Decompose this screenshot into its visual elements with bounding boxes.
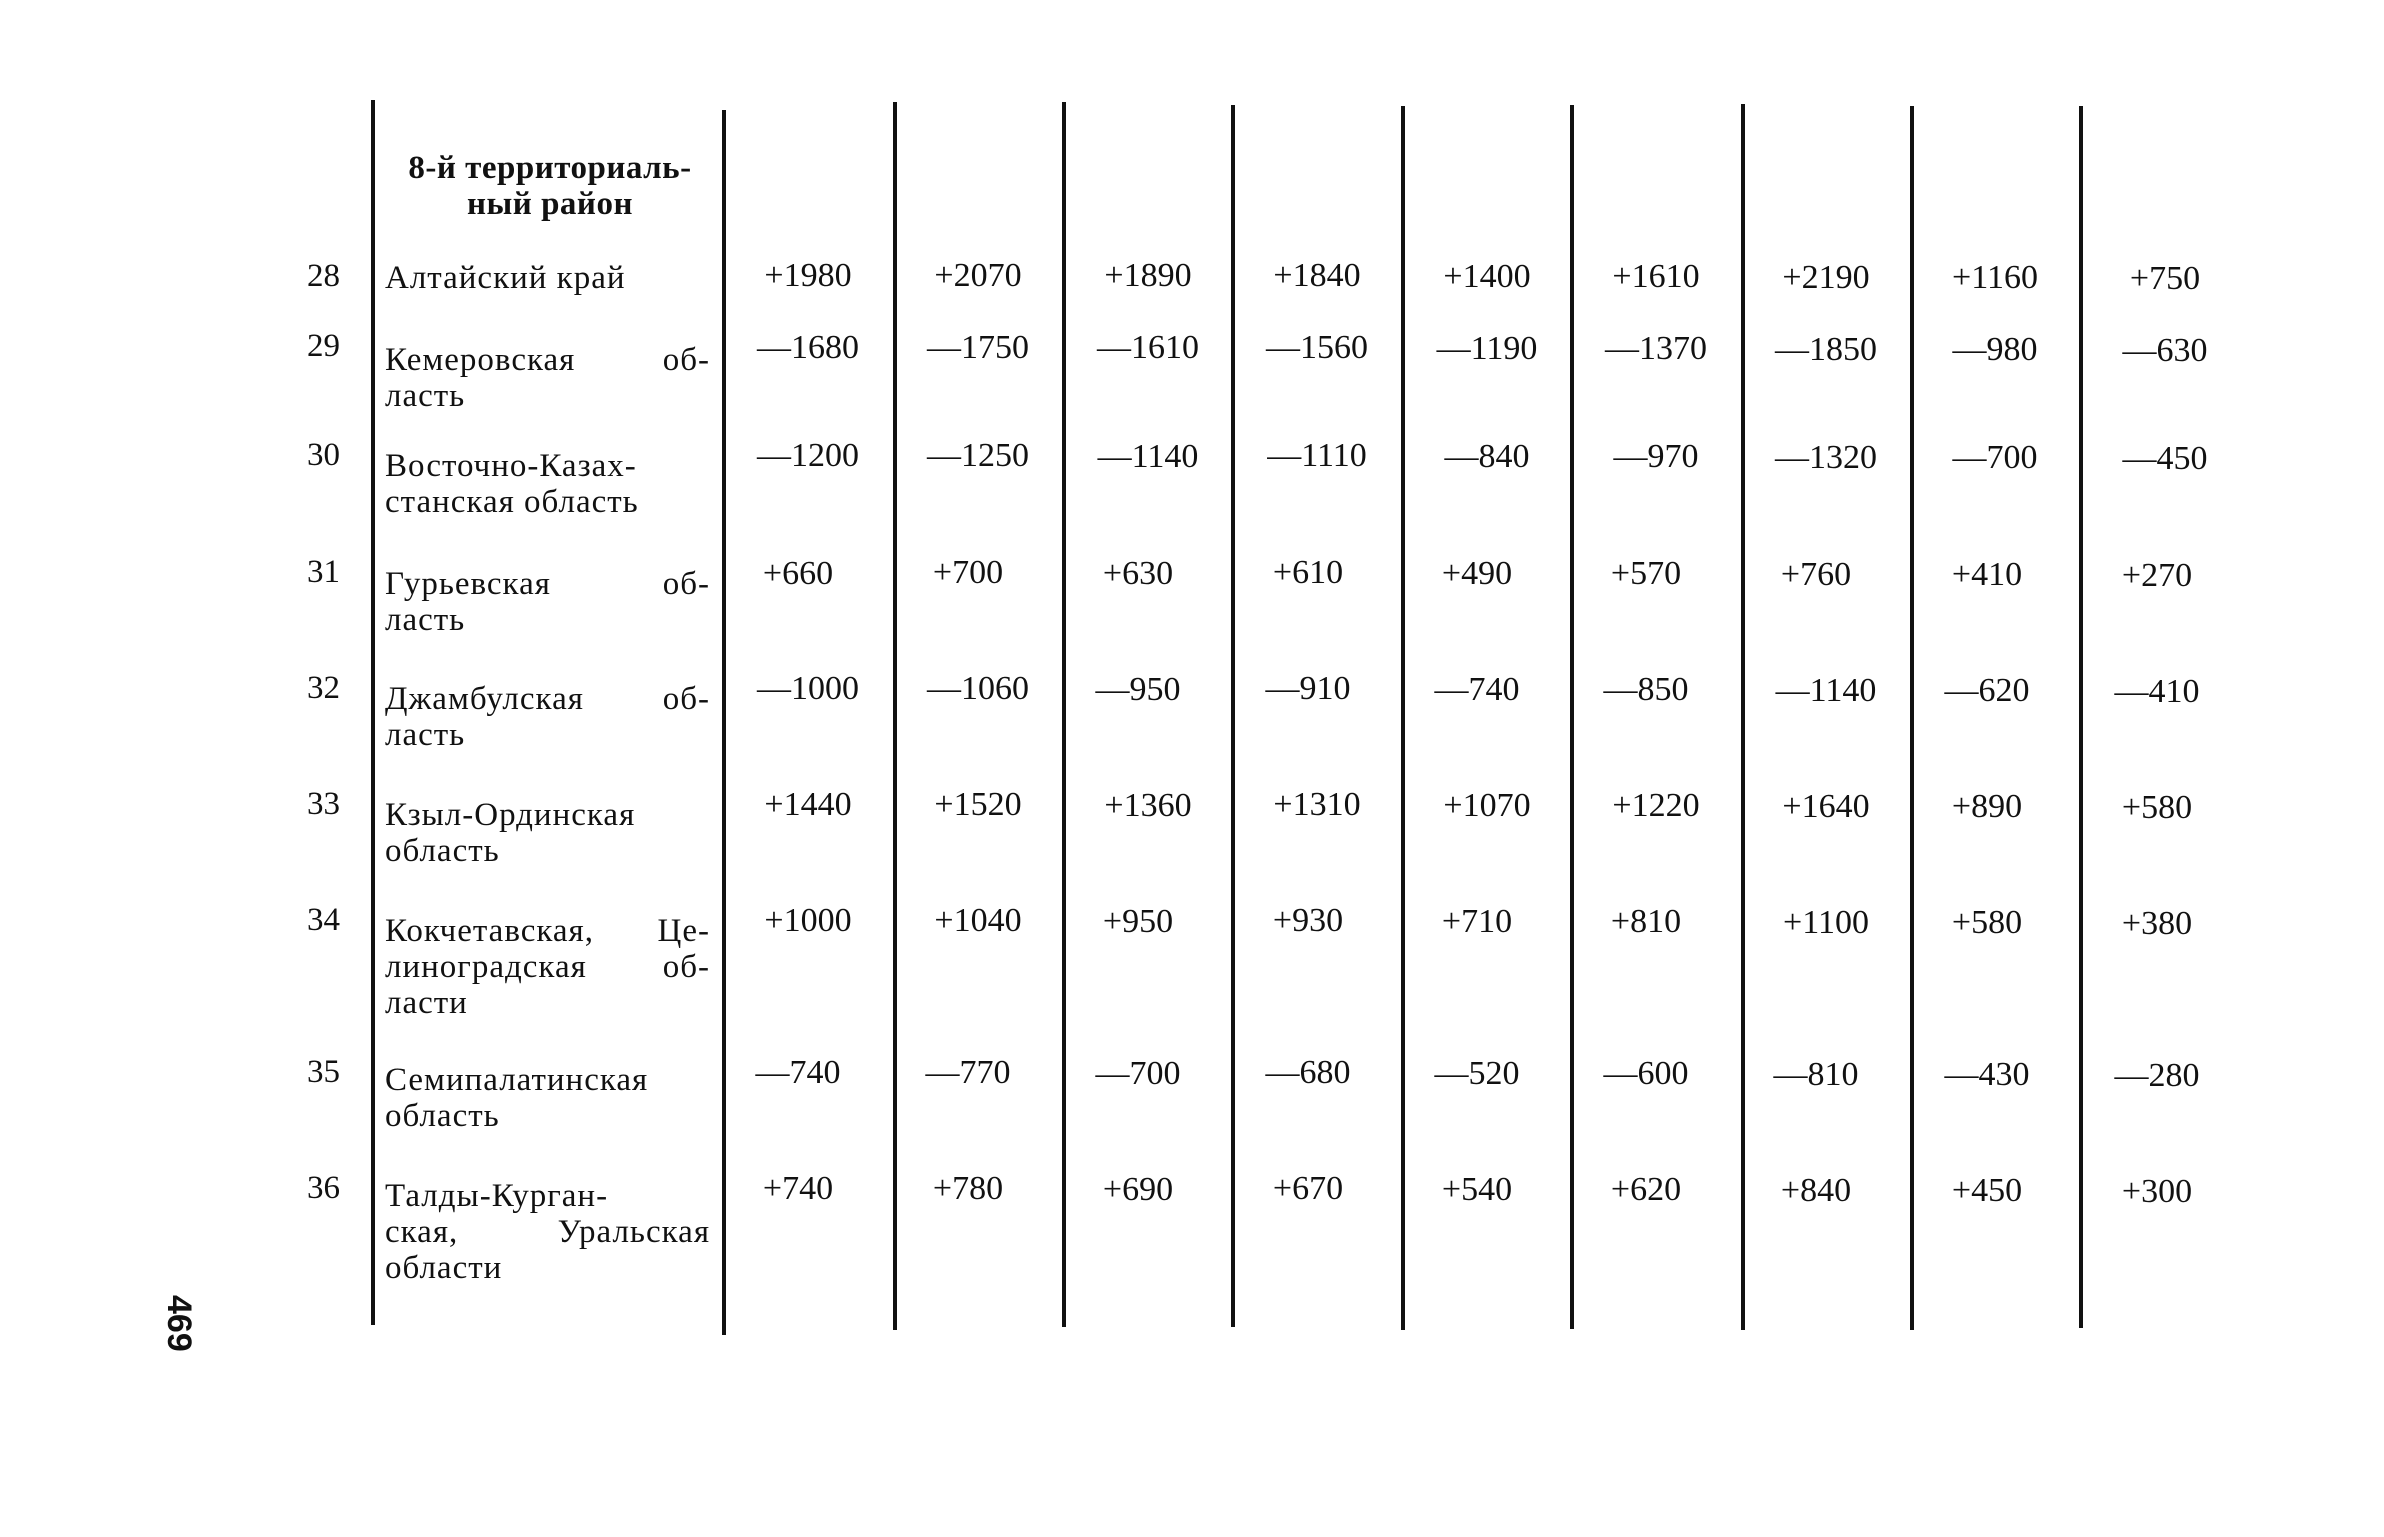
region-label-line: ласть (385, 717, 466, 753)
value-cell: —280 (2114, 1057, 2200, 1094)
column-rule (1231, 105, 1235, 1327)
value-cell: +690 (1102, 1171, 1174, 1208)
value-cell: —1140 (1097, 438, 1199, 475)
region-label-line: область (385, 1098, 500, 1134)
region-label-line: ласти (385, 985, 468, 1021)
value-cell: —520 (1434, 1055, 1520, 1092)
value-cell: —980 (1952, 331, 2038, 368)
value-cell: +710 (1441, 903, 1513, 940)
value-cell: —1140 (1775, 672, 1877, 709)
region-label-line: ласть (385, 602, 466, 638)
value-cell: +740 (762, 1170, 834, 1207)
value-cell: +750 (2129, 260, 2201, 297)
value-cell: +890 (1951, 788, 2023, 825)
region-label (385, 448, 710, 520)
value-cell: —700 (1952, 439, 2038, 476)
value-cell: +1440 (764, 786, 852, 823)
region-label (385, 342, 710, 414)
region-label-line: станская область (385, 484, 639, 520)
region-label (385, 797, 710, 869)
value-cell: —1850 (1775, 331, 1877, 368)
value-cell: +450 (1951, 1172, 2023, 1209)
value-cell: +660 (762, 555, 834, 592)
value-cell: +620 (1610, 1171, 1682, 1208)
region-label-line: ласть (385, 378, 466, 414)
value-cell: —1370 (1605, 330, 1707, 367)
region-label (385, 260, 710, 296)
section-header-line: 8-й территориаль- (408, 150, 692, 186)
value-cell: +1840 (1273, 257, 1361, 294)
value-cell: +1610 (1612, 258, 1700, 295)
column-rule (893, 102, 897, 1330)
region-label-line: Алтайский край (385, 260, 626, 296)
value-cell: —680 (1265, 1054, 1351, 1091)
value-cell: —1190 (1436, 330, 1538, 367)
value-cell: +1640 (1782, 788, 1870, 825)
value-cell: —950 (1095, 671, 1181, 708)
region-label-line: области (385, 1250, 503, 1286)
value-cell: +780 (932, 1170, 1004, 1207)
column-rule (722, 110, 726, 1335)
value-cell: —740 (1434, 671, 1520, 708)
value-cell: —740 (755, 1054, 841, 1091)
value-cell: —630 (2122, 332, 2208, 369)
value-cell: +540 (1441, 1171, 1513, 1208)
value-cell: —1320 (1775, 439, 1877, 476)
region-label (385, 913, 710, 1021)
value-cell: +580 (1951, 904, 2023, 941)
value-cell: +1980 (764, 257, 852, 294)
value-cell: +580 (2121, 789, 2193, 826)
value-cell: —1560 (1266, 329, 1368, 366)
value-cell: —1060 (927, 670, 1029, 707)
value-cell: +2190 (1782, 259, 1870, 296)
value-cell: +410 (1951, 556, 2023, 593)
row-number: 34 (307, 902, 340, 938)
value-cell: —1000 (757, 670, 859, 707)
value-cell: —840 (1444, 438, 1530, 475)
value-cell: +950 (1102, 903, 1174, 940)
row-number: 29 (307, 328, 340, 364)
column-rule (371, 100, 375, 1325)
value-cell: +630 (1102, 555, 1174, 592)
value-cell: +760 (1780, 556, 1852, 593)
value-cell: +1360 (1104, 787, 1192, 824)
value-cell: +670 (1272, 1170, 1344, 1207)
region-label (385, 1178, 710, 1286)
value-cell: —970 (1613, 438, 1699, 475)
region-label-line: Кемеровская об- (385, 342, 710, 378)
value-cell: +1160 (1952, 259, 2038, 296)
section-header-line: ный район (467, 186, 633, 222)
row-number: 33 (307, 786, 340, 822)
value-cell: +1100 (1783, 904, 1869, 941)
value-cell: +1400 (1443, 258, 1531, 295)
region-label-line: Кокчетавская, Це- (385, 913, 710, 949)
region-label-line: линоградская об- (385, 949, 710, 985)
value-cell: +300 (2121, 1173, 2193, 1210)
region-label-line: Кзыл-Ординская (385, 797, 636, 833)
value-cell: —410 (2114, 673, 2200, 710)
region-label (385, 1062, 710, 1134)
value-cell: +810 (1610, 903, 1682, 940)
row-number: 32 (307, 670, 340, 706)
value-cell: +840 (1780, 1172, 1852, 1209)
value-cell: —810 (1773, 1056, 1859, 1093)
value-cell: +700 (932, 554, 1004, 591)
value-cell: —1200 (757, 437, 859, 474)
row-number: 35 (307, 1054, 340, 1090)
value-cell: —910 (1265, 670, 1351, 707)
value-cell: +270 (2121, 557, 2193, 594)
value-cell: +1000 (764, 902, 852, 939)
value-cell: —1110 (1267, 437, 1367, 474)
row-number: 30 (307, 437, 340, 473)
value-cell: +490 (1441, 555, 1513, 592)
column-rule (1062, 102, 1066, 1327)
value-cell: —850 (1603, 671, 1689, 708)
region-label-line: Семипалатинская (385, 1062, 649, 1098)
value-cell: +1310 (1273, 786, 1361, 823)
region-label-line: Джамбулская об- (385, 681, 710, 717)
section-header (385, 150, 715, 222)
value-cell: —430 (1944, 1056, 2030, 1093)
value-cell: —1750 (927, 329, 1029, 366)
value-cell: +930 (1272, 902, 1344, 939)
region-label-line: ская, Уральская (385, 1214, 710, 1250)
column-rule (2079, 106, 2083, 1328)
region-label-line: Гурьевская об- (385, 566, 710, 602)
region-label (385, 566, 710, 638)
region-label-line: область (385, 833, 500, 869)
column-rule (1910, 106, 1914, 1330)
value-cell: —700 (1095, 1055, 1181, 1092)
value-cell: —770 (925, 1054, 1011, 1091)
value-cell: +1520 (934, 786, 1022, 823)
value-cell: —450 (2122, 440, 2208, 477)
value-cell: +2070 (934, 257, 1022, 294)
region-label-line: Талды-Курган- (385, 1178, 609, 1214)
value-cell: +570 (1610, 555, 1682, 592)
value-cell: +610 (1272, 554, 1344, 591)
value-cell: —1610 (1097, 329, 1199, 366)
value-cell: +1220 (1612, 787, 1700, 824)
region-label-line: Восточно-Казах- (385, 448, 637, 484)
column-rule (1401, 106, 1405, 1330)
row-number: 28 (307, 258, 340, 294)
row-number: 31 (307, 554, 340, 590)
column-rule (1741, 104, 1745, 1330)
value-cell: +1890 (1104, 257, 1192, 294)
value-cell: —600 (1603, 1055, 1689, 1092)
page-number: 469 (160, 1295, 198, 1352)
value-cell: —1680 (757, 329, 859, 366)
value-cell: +380 (2121, 905, 2193, 942)
value-cell: +1070 (1443, 787, 1531, 824)
value-cell: +1040 (934, 902, 1022, 939)
region-label (385, 681, 710, 753)
value-cell: —620 (1944, 672, 2030, 709)
value-cell: —1250 (927, 437, 1029, 474)
row-number: 36 (307, 1170, 340, 1206)
column-rule (1570, 105, 1574, 1329)
